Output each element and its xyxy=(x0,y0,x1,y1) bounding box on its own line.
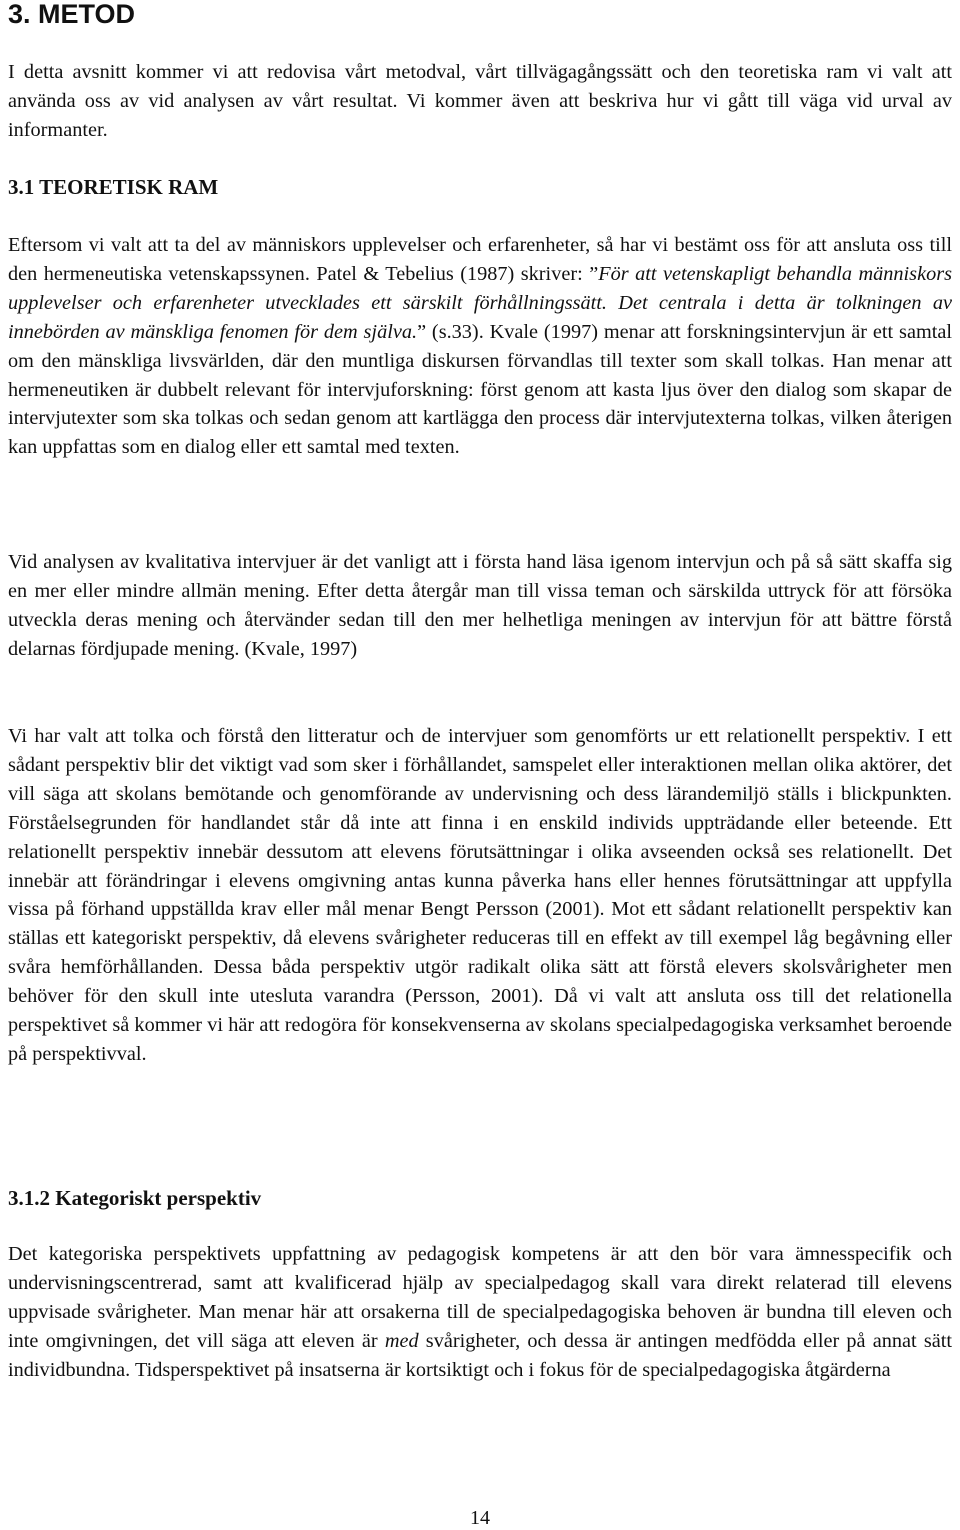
method-intro-paragraph: I detta avsnitt kommer vi att redovisa vårt metodval, vårt tillvägagångssätt och den teoretiska ram vi valt att använda oss av vid analysen av vårt resultat. Vi kommer även att beskriva hur vi gått till väga vid urval av informanter. xyxy=(8,61,952,141)
relational-perspective-paragraph: Vi har valt att tolka och förstå den litteratur och de intervjuer som genomförts ur ett relationellt perspektiv. I ett sådant perspektiv blir det viktigt vad som sker i förhållandet, samspelet eller interaktionen mellan olika aktörer, det vill säga att skolans bemötande och genomförande av undervisning och dess lärandemiljö ställs i blickpunkten. Förståelsegrunden för handlandet står då inte att finna i en enskild individs uppträdande eller beteende. Ett relationellt perspektiv innebär dessutom att elevens förutsättningar i olika avseenden också ses relationellt. Det innebär att förändringar i elevens omgivning antas kunna påverka hans eller hennes förutsättningar att uppfylla vissa på förhand uppställda krav eller mål menar Bengt Persson (2001). Mot ett sådant relationellt perspektiv kan ställas ett kategoriskt perspektiv, då elevens svårigheter reduceras till en effekt av till exempel låg begåvning eller svåra hemförhållanden. Dessa båda perspektiv utgör radikalt olika sätt att förstå elevers skolsvårigheter men behöver för den skull inte utesluta varandra (Persson, 2001). Då vi valt att ansluta oss till det relationella perspektivet så kommer vi här att redogöra för konsekvenserna av skolans specialpedagogiska verksamhet beroende på perspektivval. xyxy=(8,725,952,1065)
theory-paragraph-text-2: ” (s.33). Kvale (1997) menar att forskningsintervjun är ett samtal om den mänskliga livsvärlden, där den muntliga diskursen förvandlas till texter som skall tolkas. Han menar att hermeneutiken är dubbelt relevant för intervjuforskning: först genom att kasta ljus över den dialog som skapar de intervjutexter som ska tolkas och sedan genom att kartlägga den process där intervjutexterna tolkas, vilken återigen kan uppfattas som en dialog eller ett samtal med texten. xyxy=(8,320,952,459)
quote-italic: För att vetenskapligt behandla människors upplevelser och erfarenheter utvecklades ett särskilt förhållningssätt. Det centrala i detta är tolkningen av innebörden av mänskliga fenomen för dem själva. xyxy=(8,262,952,343)
subsection-title-teoretisk-ram: 3.1 TEORETISK RAM xyxy=(8,175,219,199)
categorical-text-2: svårigheter, och dessa är antingen medfödda eller på annat sätt individbundna. Tidsperspektivet på insatserna är kortsiktigt och i fokus för de specialpedagogiska åtgärderna xyxy=(8,1329,952,1381)
categorical-perspective-paragraph xyxy=(8,1240,952,1385)
section-title: 3. METOD xyxy=(8,0,136,29)
categorical-italic-med: med xyxy=(384,1329,419,1352)
theory-paragraph-hermeneutics xyxy=(8,231,952,462)
analysis-paragraph: Vid analysen av kvalitativa intervjuer är det vanligt att i första hand läsa igenom intervjun och på så sätt skaffa sig en mer eller mindre allmän mening. Efter detta återgår man till vissa teman och särskilda uttryck för att försöka utveckla deras mening och återvänder sedan till den mer helhetliga meningen av intervjun för att bättre förstå delarnas fördjupade mening. (Kvale, 1997) xyxy=(8,551,952,660)
categorical-text-1: Det kategoriska perspektivets uppfattning av pedagogisk kompetens är att den bör vara ämnesspecifik och undervisningscentrerad, samt att kvalificerad hjälp av specialpedagog skall vara direkt relaterad till elevens uppvisade svårigheter. Man menar här att orsakerna till de specialpedagogiska behoven är bundna till eleven och inte omgivningen, det vill säga att eleven är xyxy=(8,1243,952,1352)
page-number: 14 xyxy=(470,1507,490,1529)
theory-paragraph-text-1: Eftersom vi valt att ta del av människors upplevelser och erfarenheter, så har vi bestämt oss för att ansluta oss till den hermeneutiska vetenskapssynen. Patel & Tebelius (1987) skriver: ” xyxy=(8,234,952,285)
document-page xyxy=(8,0,952,1381)
subsection-title-kategoriskt-perspektiv: 3.1.2 Kategoriskt perspektiv xyxy=(8,1186,262,1210)
